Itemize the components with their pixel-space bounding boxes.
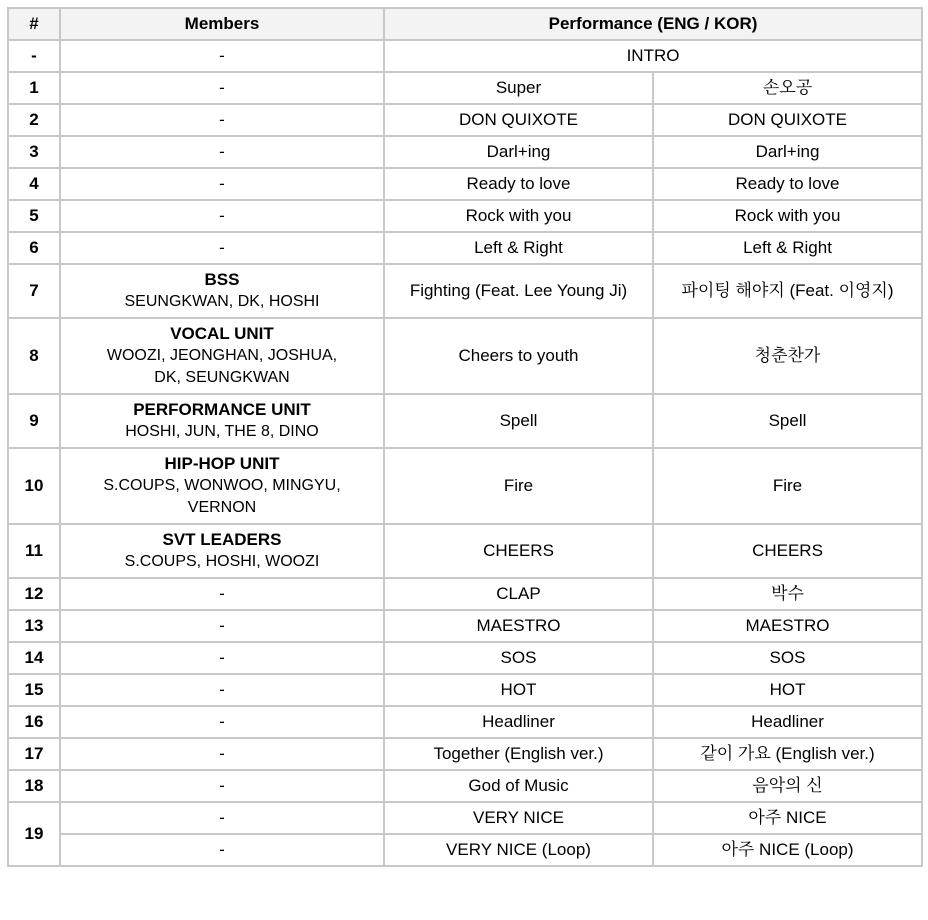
row-number: 17	[8, 738, 60, 770]
table-row	[8, 168, 922, 200]
table-row	[8, 136, 922, 168]
header-num: #	[8, 8, 60, 40]
row-number: 12	[8, 578, 60, 610]
row-number: 8	[8, 318, 60, 394]
row-members: -	[60, 706, 384, 738]
row-eng: Super	[384, 72, 653, 104]
table-row	[8, 642, 922, 674]
table-row	[8, 524, 922, 578]
row-eng: Fire	[384, 448, 653, 524]
row-members: -	[60, 72, 384, 104]
row-eng: VERY NICE	[384, 802, 653, 834]
row-number: 4	[8, 168, 60, 200]
row-kor: DON QUIXOTE	[653, 104, 922, 136]
unit-name: PERFORMANCE UNIT	[133, 400, 311, 419]
row-number: 6	[8, 232, 60, 264]
table-row	[8, 674, 922, 706]
row-eng: DON QUIXOTE	[384, 104, 653, 136]
row-number: 5	[8, 200, 60, 232]
table-row	[8, 264, 922, 318]
row-kor: Fire	[653, 448, 922, 524]
table-row	[8, 200, 922, 232]
row-number: 19	[8, 802, 60, 866]
row-members: -	[60, 136, 384, 168]
row-number: 13	[8, 610, 60, 642]
row-members: -	[60, 738, 384, 770]
unit-members: SEUNGKWAN, DK, HOSHI	[124, 293, 320, 310]
unit-members: HOSHI, JUN, THE 8, DINO	[125, 423, 319, 440]
unit-name: HIP-HOP UNIT	[164, 454, 280, 473]
row-kor: Spell	[653, 394, 922, 448]
unit-name: SVT LEADERS	[162, 530, 282, 549]
table-row	[8, 72, 922, 104]
table-row	[8, 104, 922, 136]
row-kor: 박수	[653, 578, 922, 610]
row-members	[60, 394, 384, 448]
row-members	[60, 448, 384, 524]
header-performance: Performance (ENG / KOR)	[384, 8, 922, 40]
unit-name: BSS	[204, 270, 240, 289]
table-row	[8, 394, 922, 448]
row-number: 3	[8, 136, 60, 168]
table-row	[8, 578, 922, 610]
row-kor: 아주 NICE (Loop)	[653, 834, 922, 866]
table-row	[8, 738, 922, 770]
row-members: -	[60, 834, 384, 866]
row-kor: Darl+ing	[653, 136, 922, 168]
row-eng: Together (English ver.)	[384, 738, 653, 770]
row-kor: HOT	[653, 674, 922, 706]
unit-members: S.COUPS, HOSHI, WOOZI	[124, 553, 320, 570]
row-members: -	[60, 578, 384, 610]
row-number: -	[8, 40, 60, 72]
unit-members-line1: S.COUPS, WONWOO, MINGYU,	[103, 477, 341, 494]
row-number: 11	[8, 524, 60, 578]
unit-name: VOCAL UNIT	[170, 324, 274, 343]
table-row	[8, 40, 922, 72]
row-kor: Ready to love	[653, 168, 922, 200]
row-intro: INTRO	[384, 40, 922, 72]
row-number: 10	[8, 448, 60, 524]
row-number: 18	[8, 770, 60, 802]
row-members: -	[60, 232, 384, 264]
table-row	[8, 802, 922, 834]
row-members	[60, 524, 384, 578]
row-kor: CHEERS	[653, 524, 922, 578]
row-members: -	[60, 642, 384, 674]
row-members	[60, 264, 384, 318]
row-number: 15	[8, 674, 60, 706]
unit-members-line1: WOOZI, JEONGHAN, JOSHUA,	[106, 347, 338, 364]
row-number: 7	[8, 264, 60, 318]
row-number: 14	[8, 642, 60, 674]
row-kor: MAESTRO	[653, 610, 922, 642]
row-number: 2	[8, 104, 60, 136]
row-members: -	[60, 200, 384, 232]
row-members: -	[60, 104, 384, 136]
row-kor: Headliner	[653, 706, 922, 738]
row-kor: 음악의 신	[653, 770, 922, 802]
row-eng: Spell	[384, 394, 653, 448]
table-row	[8, 610, 922, 642]
row-kor: 아주 NICE	[653, 802, 922, 834]
row-members: -	[60, 770, 384, 802]
row-eng: HOT	[384, 674, 653, 706]
row-kor: Left & Right	[653, 232, 922, 264]
row-kor: SOS	[653, 642, 922, 674]
row-eng: Cheers to youth	[384, 318, 653, 394]
row-members	[60, 318, 384, 394]
row-number: 16	[8, 706, 60, 738]
row-number: 1	[8, 72, 60, 104]
unit-members-line2: VERNON	[187, 499, 257, 516]
row-members: -	[60, 168, 384, 200]
header-row	[8, 8, 922, 40]
row-eng: Headliner	[384, 706, 653, 738]
row-eng: CLAP	[384, 578, 653, 610]
setlist-table	[7, 7, 923, 867]
table-row	[8, 318, 922, 394]
row-members: -	[60, 802, 384, 834]
row-kor: 손오공	[653, 72, 922, 104]
row-kor: 파이팅 해야지 (Feat. 이영지)	[653, 264, 922, 318]
row-members: -	[60, 674, 384, 706]
table-row	[8, 834, 922, 866]
table-row	[8, 448, 922, 524]
table-row	[8, 770, 922, 802]
row-kor: Rock with you	[653, 200, 922, 232]
unit-members-line2: DK, SEUNGKWAN	[154, 369, 290, 386]
row-members: -	[60, 610, 384, 642]
row-members: -	[60, 40, 384, 72]
table-row	[8, 706, 922, 738]
row-eng: SOS	[384, 642, 653, 674]
row-eng: CHEERS	[384, 524, 653, 578]
row-eng: VERY NICE (Loop)	[384, 834, 653, 866]
row-number: 9	[8, 394, 60, 448]
header-members: Members	[60, 8, 384, 40]
row-eng: Darl+ing	[384, 136, 653, 168]
row-kor: 청춘찬가	[653, 318, 922, 394]
row-eng: Rock with you	[384, 200, 653, 232]
table-row	[8, 232, 922, 264]
row-eng: MAESTRO	[384, 610, 653, 642]
row-eng: Left & Right	[384, 232, 653, 264]
row-kor: 같이 가요 (English ver.)	[653, 738, 922, 770]
row-eng: Fighting (Feat. Lee Young Ji)	[384, 264, 653, 318]
row-eng: God of Music	[384, 770, 653, 802]
row-eng: Ready to love	[384, 168, 653, 200]
